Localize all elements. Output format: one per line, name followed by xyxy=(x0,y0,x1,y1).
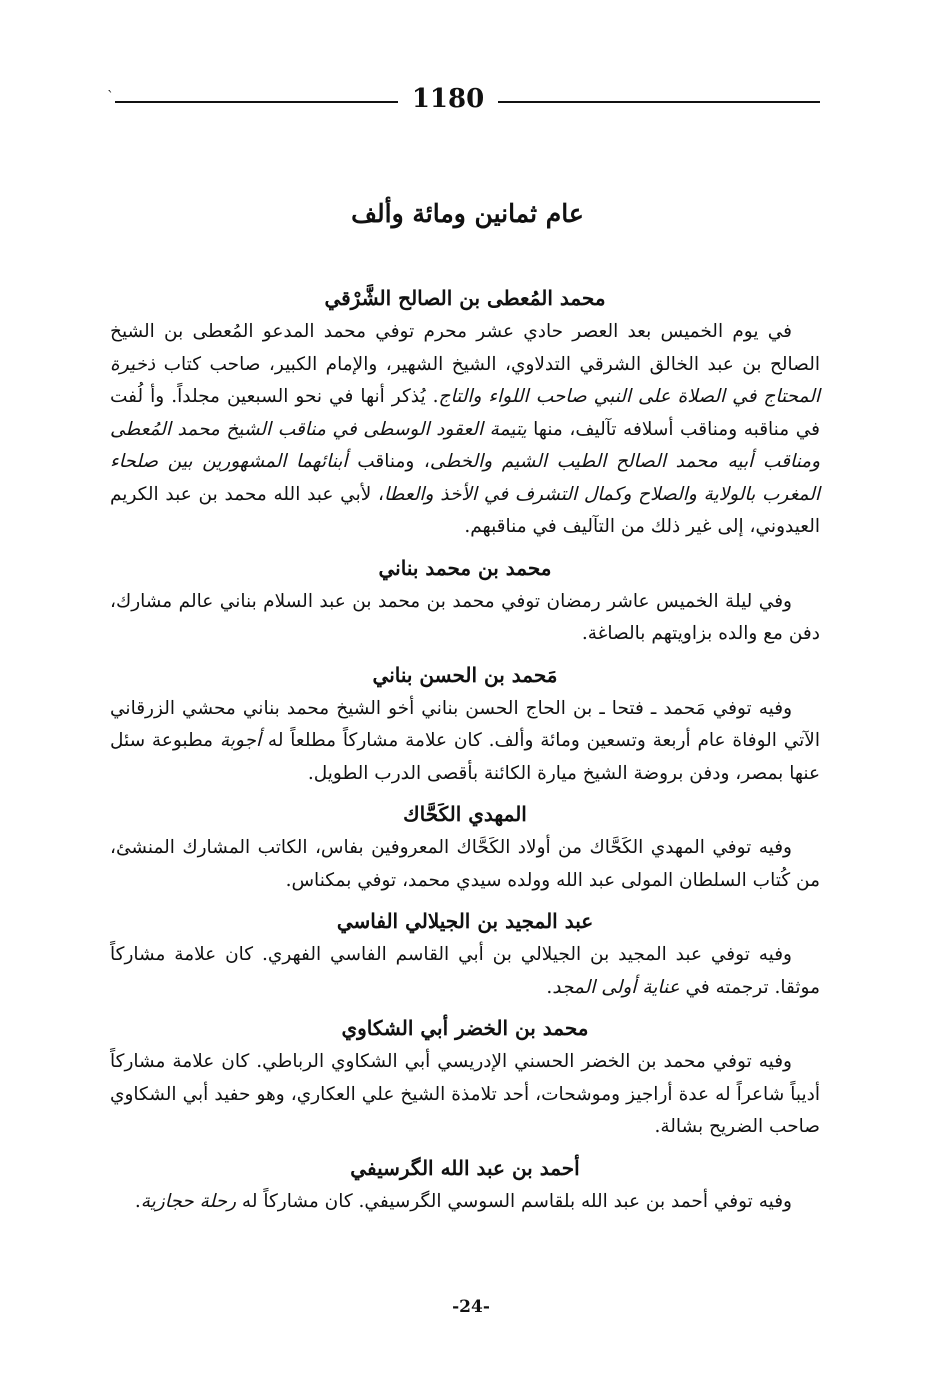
entry-body xyxy=(110,316,820,544)
book-title: أبنائهما المشهورين بين صلحاء المغرب بالولاية والصلاح وكمال التشرف في الأخذ والعطا xyxy=(110,451,820,505)
entry-text: . xyxy=(134,1190,141,1212)
entry-name: عبد المجيد بن الجيلالي الفاسي xyxy=(336,909,594,933)
entry-body xyxy=(110,939,820,1004)
entry-text: وفيه توفي المهدي الكَحَّاك من أولاد الكَحَّاك المعروفين بفاس، الكاتب المشارك المنشئ، من كُتاب السلطان المولى عبد الله وولده سيدي محمد، توفي بمكناس. xyxy=(110,837,820,891)
year-title: عام ثمانين ومائة وألف xyxy=(351,199,584,228)
entry-name: المهدي الكَحَّاك xyxy=(403,802,527,826)
book-title: عناية أولى المجد xyxy=(552,976,680,998)
book-title: ذخيرة المحتاج في الصلاة على النبي صاحب اللواء والتاج xyxy=(110,353,820,407)
page-number: 1180 xyxy=(411,84,485,114)
entry-text: وفيه توفي عبد المجيد بن الجيلالي بن أبي القاسم الفاسي الفهري. كان علامة مشاركاً موثقا. ترجمته في xyxy=(110,944,820,998)
entry-name: محمد المُعطى بن الصالح الشَّرْقي xyxy=(324,286,606,310)
header-tick-mark: ` xyxy=(107,89,114,105)
entry-body xyxy=(110,586,820,651)
header-rule-left xyxy=(115,101,398,103)
entry-text: . يُذكر أنها في نحو السبعين مجلداً. وأ لُفت في مناقبه ومناقب أسلافه تآليف، منها xyxy=(110,386,820,440)
entry-text: مطبوعة سئل عنها بمصر، ودفن بروضة الشيخ ميارة الكائنة بأقصى الدرب الطويل. xyxy=(110,730,820,784)
entry-body xyxy=(110,832,820,897)
entry-text: وفيه توفي مَحمد ـ فتحا ـ بن الحاج الحسن بناني أخو الشيخ محمد بناني محشي الزرقاني الآتي الوفاة عام أربعة وتسعين ومائة وألف. كان علامة مشاركاً مطلعاً له xyxy=(110,697,820,751)
entry-name: مَحمد بن الحسن بناني xyxy=(372,662,558,687)
entry-text: وفي ليلة الخميس عاشر رمضان توفي محمد بن محمد بن عبد السلام بناني عالم مشارك، دفن مع والده بزاويتهم بالصاغة. xyxy=(110,590,820,644)
entry-name: أحمد بن عبد الله الگرسيفي xyxy=(350,1155,580,1180)
entry-text: . xyxy=(546,976,553,998)
page-footer-number: -24- xyxy=(452,1297,490,1317)
page-header xyxy=(107,84,820,114)
header-rule-right xyxy=(498,101,820,103)
book-title: رحلة حجازية xyxy=(140,1190,237,1212)
entry-name: محمد بن الخضر أبي الشكاوي xyxy=(341,1016,589,1040)
entry-text: ، لأبي عبد الله محمد بن عبد الكريم العيدوني، إلى غير ذلك من التآليف في مناقبهم. xyxy=(110,483,820,537)
entry-body xyxy=(110,693,820,791)
entry-text: ، ومناقب xyxy=(347,451,430,472)
entry-name: محمد بن محمد بناني xyxy=(378,555,552,580)
entry-text: وفيه توفي أحمد بن عبد الله بلقاسم السوسي الگرسيفي. كان مشاركاً له xyxy=(236,1190,792,1212)
entry-text: وفيه توفي محمد بن الخضر الحسني الإدريسي أبي الشكاوي الرباطي. كان علامة مشاركاً أديباً شاعراً له عدة أراجيز وموشحات، أحد تلامذة الشيخ علي العكاري، وهو حفيد أبي الشكاوي صاحب الضريح بشالة. xyxy=(110,1051,820,1137)
entry-body xyxy=(110,1046,820,1144)
book-title: يتيمة العقود الوسطى في مناقب الشيخ محمد المُعطى ومناقب أبيه محمد الصالح الطيب الشيم والخطى xyxy=(110,418,821,472)
entry-body xyxy=(110,1186,820,1219)
book-title: أجوبة xyxy=(219,730,262,751)
entry-text: في يوم الخميس بعد العصر حادي عشر محرم توفي محمد المدعو المُعطى بن الشيخ الصالح بن عبد الخالق الشرقي التدلاوي، الشيخ الشهير، والإمام الكبير، صاحب كتاب xyxy=(110,321,820,375)
page-content xyxy=(110,278,820,1222)
